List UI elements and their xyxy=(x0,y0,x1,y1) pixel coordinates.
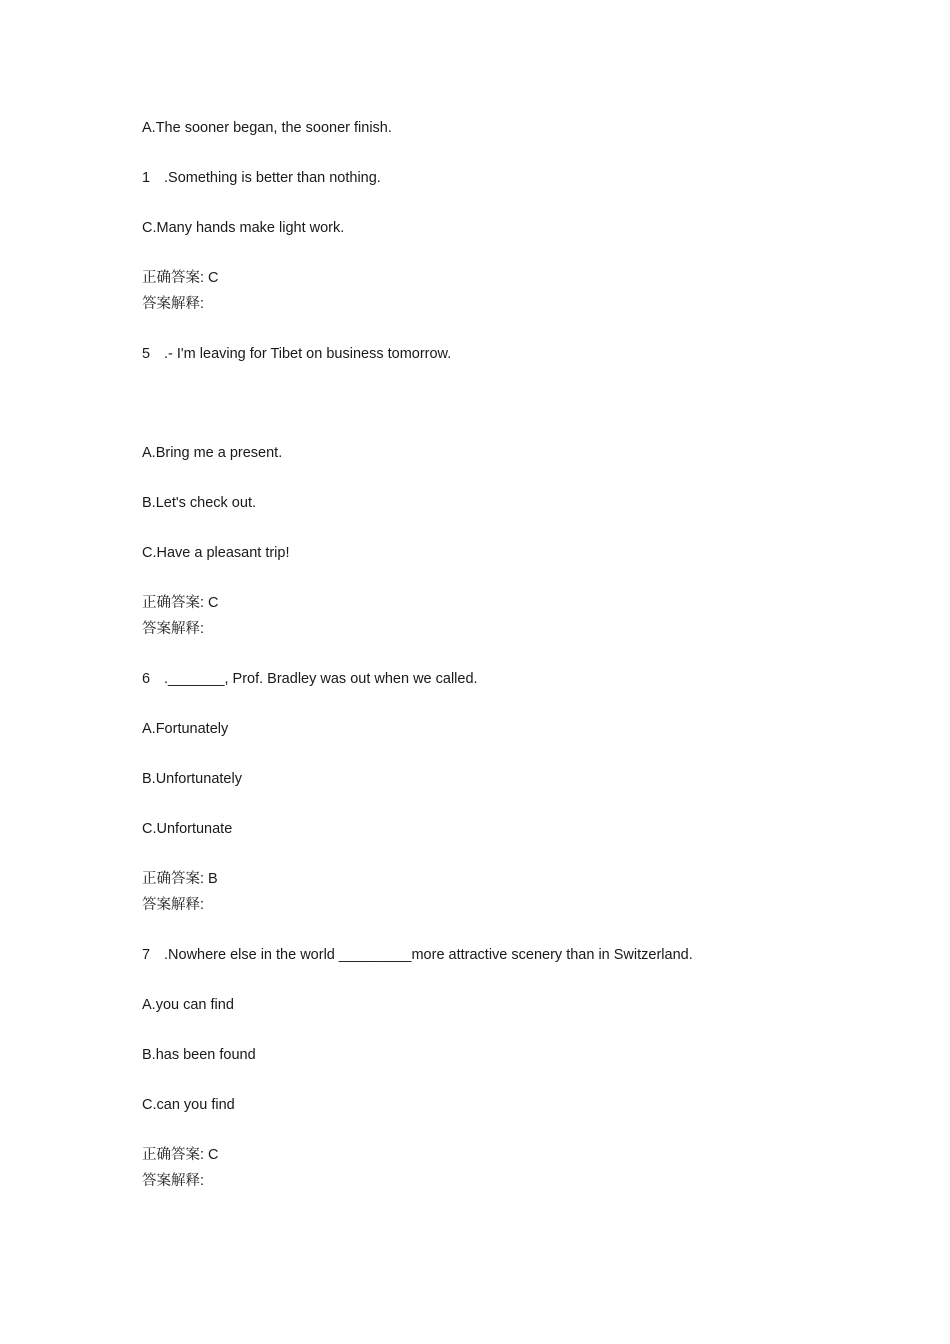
answer-explanation: 答案解释: xyxy=(142,1173,205,1189)
answer-explanation: 答案解释: xyxy=(142,897,205,913)
question-text: .- I'm leaving for Tibet on business tomorrow. xyxy=(164,346,452,362)
correct-answer: 正确答案: C xyxy=(142,1147,219,1163)
option-b: B.has been found xyxy=(142,1047,256,1063)
question-text: ._______, Prof. Bradley was out when we called. xyxy=(164,671,478,687)
option-c: C.Unfortunate xyxy=(142,821,233,837)
question-5 xyxy=(142,345,451,363)
option-a: A.Fortunately xyxy=(142,721,229,737)
correct-answer: 正确答案: B xyxy=(142,871,218,887)
question-number: 6 xyxy=(142,671,151,687)
question-number: 7 xyxy=(142,947,151,963)
correct-answer: 正确答案: C xyxy=(142,270,219,286)
question-text: .Something is better than nothing. xyxy=(164,170,381,186)
question-text: .Nowhere else in the world _________more attractive scenery than in Switzerland. xyxy=(164,947,693,963)
answer-explanation: 答案解释: xyxy=(142,621,205,637)
option-a: A.you can find xyxy=(142,997,234,1013)
option-c: C.can you find xyxy=(142,1097,235,1113)
option-b: B.Let's check out. xyxy=(142,495,256,511)
question-1 xyxy=(142,169,381,187)
option-b: B.Unfortunately xyxy=(142,771,242,787)
option-c: C.Many hands make light work. xyxy=(142,220,345,236)
question-number: 1 xyxy=(142,170,151,186)
option-a: A.The sooner began, the sooner finish. xyxy=(142,120,392,136)
correct-answer: 正确答案: C xyxy=(142,595,219,611)
option-a: A.Bring me a present. xyxy=(142,445,283,461)
option-c: C.Have a pleasant trip! xyxy=(142,545,290,561)
question-6 xyxy=(142,670,478,688)
answer-explanation: 答案解释: xyxy=(142,296,205,312)
question-number: 5 xyxy=(142,346,151,362)
question-7 xyxy=(142,946,693,964)
